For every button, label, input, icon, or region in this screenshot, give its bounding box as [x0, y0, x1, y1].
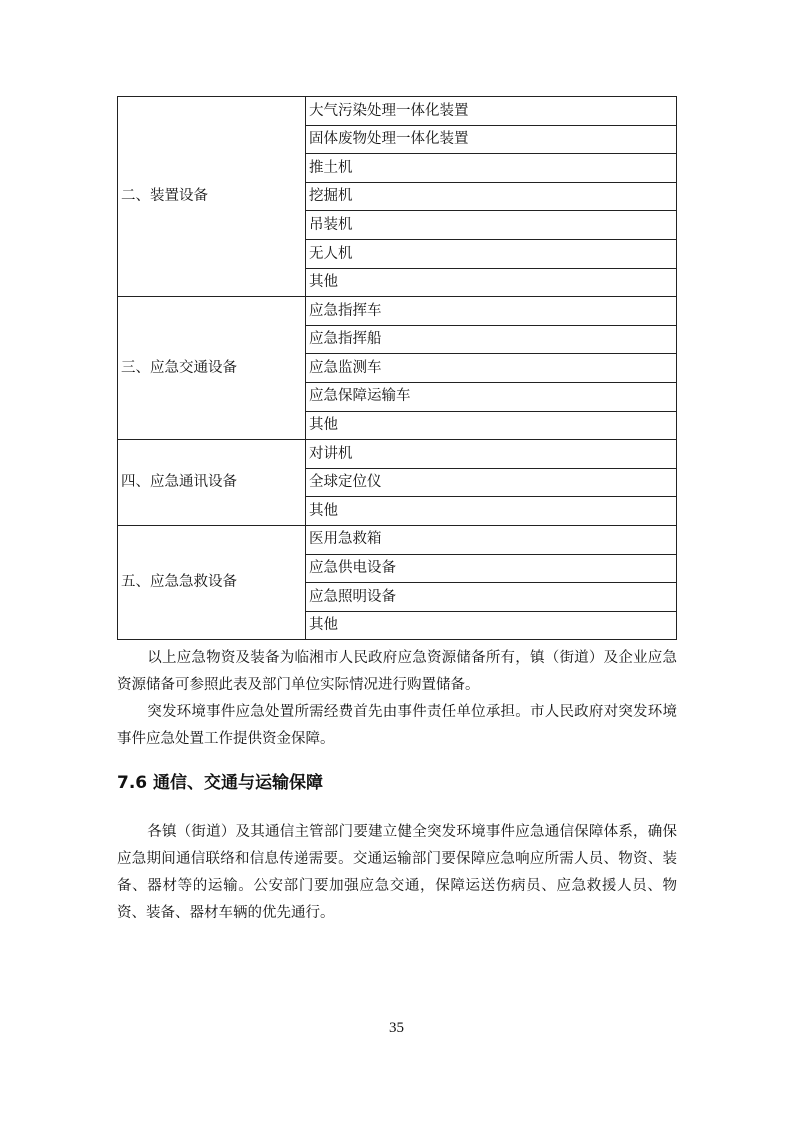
- table-row: [118, 297, 677, 326]
- item-cell: 应急照明设备: [306, 583, 677, 612]
- item-cell: 无人机: [306, 239, 677, 268]
- item-cell: 应急监测车: [306, 354, 677, 383]
- item-cell: 医用急救箱: [306, 525, 677, 554]
- paragraph-resource-ownership: 以上应急物资及装备为临湘市人民政府应急资源储备所有，镇（街道）及企业应急资源储备可参照此表及部门单位实际情况进行购置储备。: [117, 650, 677, 693]
- item-cell: 大气污染处理一体化装置: [306, 97, 677, 126]
- table-row: [118, 525, 677, 554]
- page-number: 35: [389, 1020, 404, 1036]
- item-cell: 全球定位仪: [306, 468, 677, 497]
- category-cell: 三、应急交通设备: [118, 297, 306, 440]
- item-cell: 其他: [306, 268, 677, 297]
- paragraph-funding: 突发环境事件应急处置所需经费首先由事件责任单位承担。市人民政府对突发环境事件应急处置工作提供资金保障。: [117, 704, 677, 747]
- section-heading: 7.6 通信、交通与运输保障: [117, 773, 324, 793]
- category-cell: 二、装置设备: [118, 97, 306, 297]
- item-cell: 应急指挥船: [306, 325, 677, 354]
- item-cell: 其他: [306, 497, 677, 526]
- table-row: [118, 97, 677, 126]
- item-cell: 对讲机: [306, 440, 677, 469]
- item-cell: 应急指挥车: [306, 297, 677, 326]
- item-cell: 应急供电设备: [306, 554, 677, 583]
- item-cell: 应急保障运输车: [306, 382, 677, 411]
- category-cell: 四、应急通讯设备: [118, 440, 306, 526]
- item-cell: 其他: [306, 611, 677, 640]
- paragraph-communication-transport: 各镇（街道）及其通信主管部门要建立健全突发环境事件应急通信保障体系，确保应急期间通信联络和信息传递需要。交通运输部门要保障应急响应所需人员、物资、装备、器材等的运输。公安部门要加强应急交通，保障运送伤病员、应急救援人员、物资、装备、器材车辆的优先通行。: [117, 824, 677, 921]
- item-cell: 推土机: [306, 154, 677, 183]
- table-row: [118, 440, 677, 469]
- category-cell: 五、应急急救设备: [118, 525, 306, 639]
- equipment-table: [117, 96, 677, 640]
- item-cell: 固体废物处理一体化装置: [306, 125, 677, 154]
- item-cell: 其他: [306, 411, 677, 440]
- item-cell: 挖掘机: [306, 182, 677, 211]
- item-cell: 吊装机: [306, 211, 677, 240]
